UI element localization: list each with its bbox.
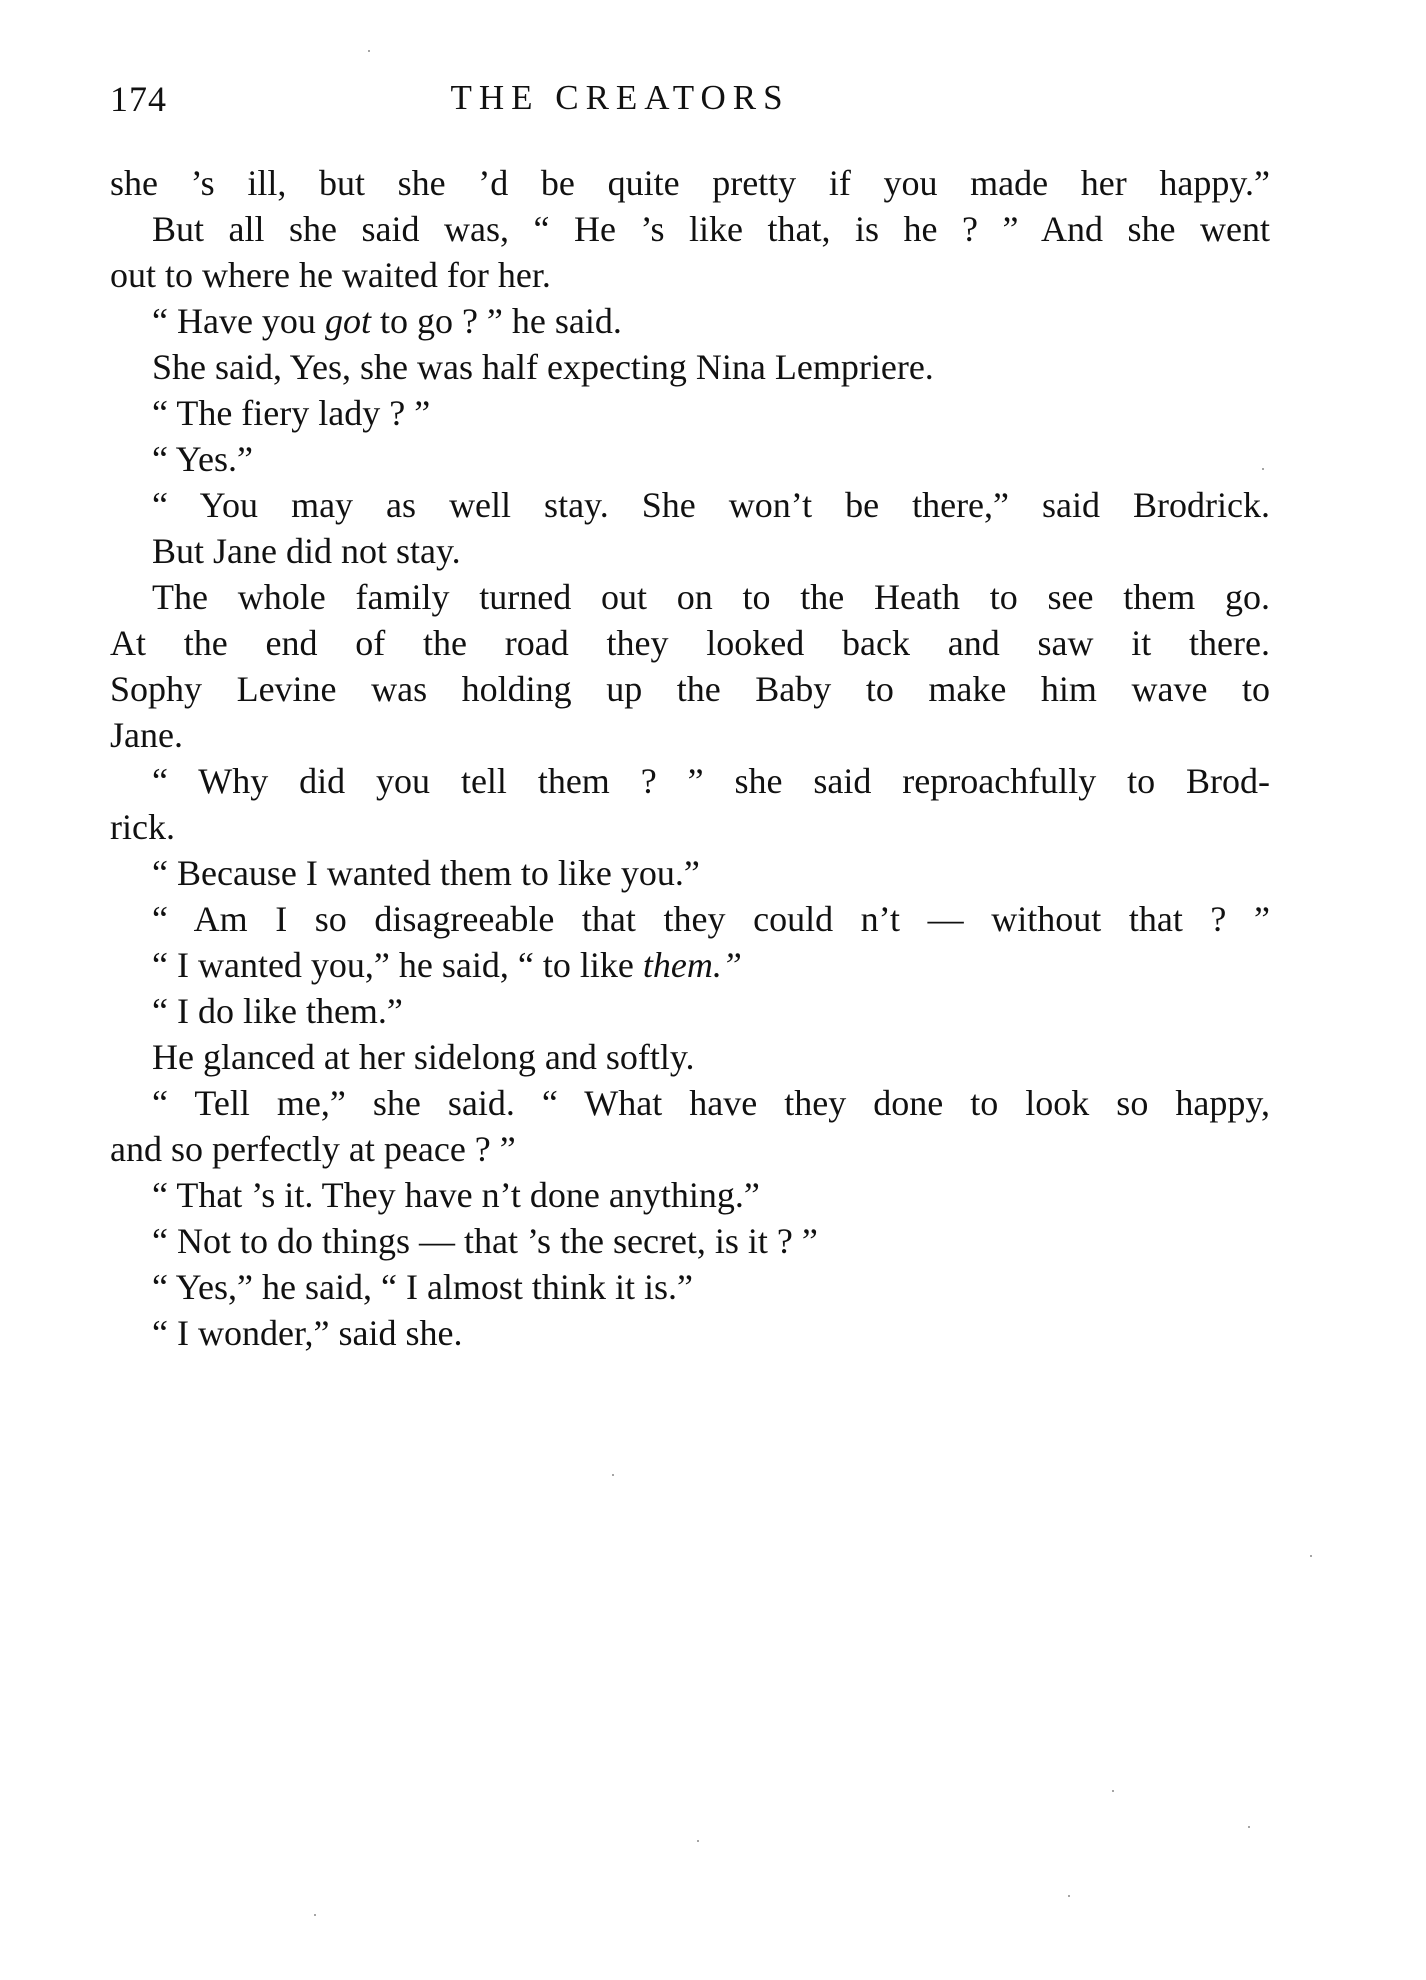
text-line: “ Not to do things — that ’s the secret, is it ? ” — [152, 1221, 818, 1261]
text-line: The whole family turned out on to the Heath to see them go. — [152, 577, 1270, 617]
page-header — [110, 78, 1270, 128]
text-run: “ Have you — [152, 301, 325, 341]
text-line — [110, 942, 1270, 988]
text-run: to go ? ” he said. — [370, 301, 622, 341]
text-line: “ Am I so disagreeable that they could n’t — without that ? ” — [152, 899, 1270, 939]
text-line — [110, 298, 1270, 344]
text-line: She said, Yes, she was half expecting Nina Lempriere. — [152, 347, 934, 387]
running-title: THE CREATORS — [450, 78, 790, 117]
paper-speck — [314, 1914, 316, 1916]
text-line: and so perfectly at peace ? ” — [110, 1129, 516, 1169]
text-line: out to where he waited for her. — [110, 255, 551, 295]
text-line: But Jane did not stay. — [152, 531, 461, 571]
text-line: “ I wonder,” said she. — [152, 1313, 463, 1353]
text-line: “ You may as well stay. She won’t be there,” said Brodrick. — [152, 485, 1270, 525]
text-line: “ The fiery lady ? ” — [152, 393, 431, 433]
text-line: At the end of the road they looked back and saw it there. — [110, 623, 1270, 663]
text-line: “ Why did you tell them ? ” she said reproachfully to Brod- — [152, 761, 1270, 801]
text-line: Jane. — [110, 715, 183, 755]
text-line: But all she said was, “ He ’s like that, is he ? ” And she went — [152, 209, 1270, 249]
text-line: He glanced at her sidelong and softly. — [152, 1037, 695, 1077]
paper-speck — [1262, 468, 1264, 470]
text-line: “ That ’s it. They have n’t done anything.” — [152, 1175, 760, 1215]
body-text — [110, 160, 1270, 1356]
page-number: 174 — [110, 79, 167, 119]
text-line: “ I do like them.” — [152, 991, 403, 1031]
paper-speck — [612, 1474, 614, 1476]
text-line: she ’s ill, but she ’d be quite pretty if you made her happy.” — [110, 163, 1270, 203]
text-line: “ Yes.” — [152, 439, 254, 479]
paper-speck — [368, 50, 370, 52]
paper-speck — [697, 1840, 699, 1842]
paper-speck — [1310, 1555, 1312, 1557]
text-line: rick. — [110, 807, 175, 847]
paper-speck — [1068, 1895, 1070, 1897]
text-run: “ I wanted you,” he said, “ to like — [152, 945, 643, 985]
paper-speck — [1112, 1790, 1114, 1792]
text-line: “ Yes,” he said, “ I almost think it is.” — [152, 1267, 693, 1307]
text-line: “ Because I wanted them to like you.” — [152, 853, 700, 893]
italic-text: got — [324, 301, 371, 341]
text-line: Sophy Levine was holding up the Baby to make him wave to — [110, 669, 1270, 709]
paper-speck — [1248, 1826, 1250, 1828]
text-line: “ Tell me,” she said. “ What have they done to look so happy, — [152, 1083, 1270, 1123]
italic-text: them.” — [642, 945, 742, 985]
